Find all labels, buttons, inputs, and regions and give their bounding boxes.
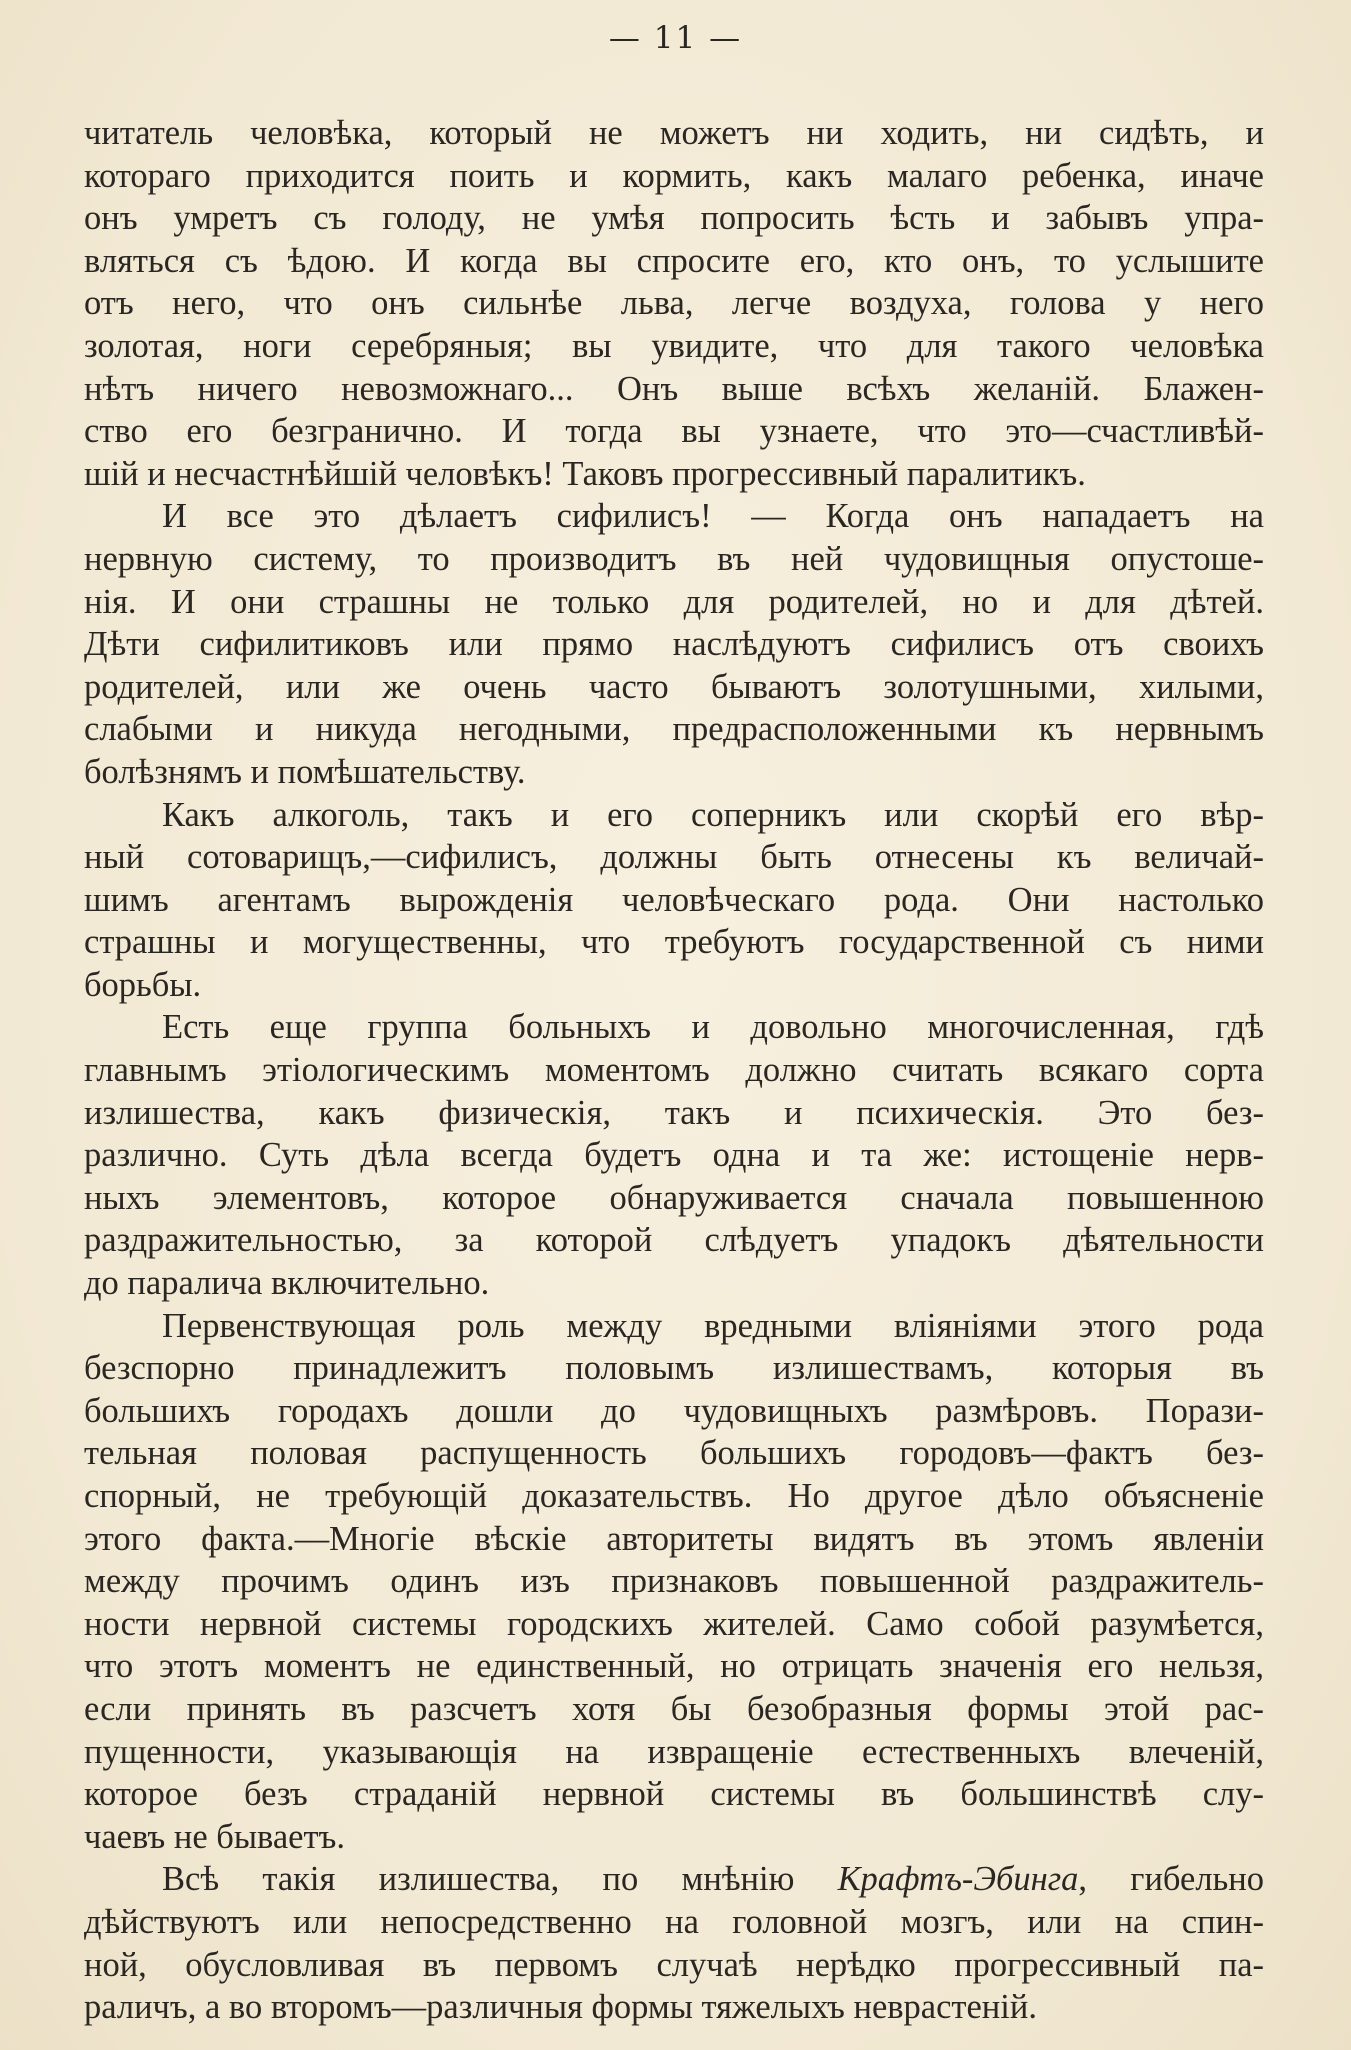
text-line: если принять въ разсчетъ хотя бы безобразныя формы этой рас- xyxy=(84,1689,1264,1728)
text-line: слабыми и никуда негодными, предрасположенными къ нервнымъ xyxy=(84,710,1264,749)
text-line: нервную систему, то производитъ въ ней чудовищныя опустоше- xyxy=(84,539,1264,578)
text-line: этого факта.—Многіе вѣскіе авторитеты видятъ въ этомъ явленіи xyxy=(84,1519,1264,1558)
paragraph xyxy=(84,1858,1264,2028)
text-line: золотая, ноги серебряныя; вы увидите, что для такого человѣка xyxy=(84,326,1264,365)
text-line: болѣзнямъ и помѣшательству. xyxy=(84,752,526,791)
body-text xyxy=(84,112,1264,2029)
text-line: ности нервной системы городскихъ жителей. Само собой разумѣется, xyxy=(84,1604,1264,1643)
text-line: ной, обусловливая въ первомъ случаѣ нерѣдко прогрессивный па- xyxy=(84,1945,1264,1984)
text-line: шій и несчастнѣйшій человѣкъ! Таковъ прогрессивный паралитикъ. xyxy=(84,454,1086,493)
text-line: различно. Суть дѣла всегда будетъ одна и та же: истощеніе нерв- xyxy=(84,1136,1264,1175)
paragraph xyxy=(84,1305,1264,1859)
text-line: что этотъ моментъ не единственный, но отрицать значенія его нельзя, xyxy=(84,1647,1264,1686)
text-line: ный сотоварищъ,—сифилисъ, должны быть отнесены къ величай- xyxy=(84,838,1264,877)
paragraph xyxy=(84,112,1264,495)
paragraph xyxy=(84,794,1264,1007)
text-run: Всѣ такія излишества, по мнѣнію xyxy=(162,1860,838,1899)
text-line: главнымъ этіологическимъ моментомъ должно считать всякаго сорта xyxy=(84,1051,1264,1090)
text-line: спорный, не требующій доказательствъ. Но другое дѣло объясненіе xyxy=(84,1477,1264,1515)
text-line: дѣйствуютъ или непосредственно на головной мозгъ, или на спин- xyxy=(84,1902,1264,1941)
text-line: большихъ городахъ дошли до чудовищныхъ размѣровъ. Порази- xyxy=(84,1391,1264,1430)
text-line: котораго приходится поить и кормить, какъ малаго ребенка, иначе xyxy=(84,156,1264,195)
text-line: излишества, какъ физическія, такъ и психическія. Это без- xyxy=(84,1093,1264,1132)
text-line xyxy=(84,1858,1264,1901)
text-line: вляться съ ѣдою. И когда вы спросите его, кто онъ, то услышите xyxy=(84,241,1264,280)
paragraph xyxy=(84,495,1264,793)
text-line: Дѣти сифилитиковъ или прямо наслѣдуютъ сифилисъ отъ своихъ xyxy=(84,625,1264,664)
text-line: ныхъ элементовъ, которое обнаруживается сначала повышенною xyxy=(84,1178,1264,1217)
text-line: отъ него, что онъ сильнѣе льва, легче воздуха, голова у него xyxy=(84,284,1264,323)
text-line: борьбы. xyxy=(84,965,202,1004)
text-line: чаевъ не бываетъ. xyxy=(84,1817,346,1856)
text-line: безспорно принадлежитъ половымъ излишествамъ, которыя въ xyxy=(84,1349,1264,1388)
text-run: , гибельно xyxy=(1078,1860,1264,1899)
text-line: страшны и могущественны, что требуютъ государственной съ ними xyxy=(84,923,1264,962)
text-line: раличъ, а во второмъ—различныя формы тяжелыхъ неврастеній. xyxy=(84,1988,1037,2027)
text-line: родителей, или же очень часто бываютъ золотушными, хилыми, xyxy=(84,667,1264,706)
text-line: И все это дѣлаетъ сифилисъ! — Когда онъ нападаетъ на xyxy=(162,497,1264,536)
text-line: пущенности, указывающія на извращеніе естественныхъ влеченій, xyxy=(84,1732,1264,1771)
text-line: Какъ алкоголь, такъ и его соперникъ или скорѣй его вѣр- xyxy=(162,795,1264,834)
text-line: которое безъ страданій нервной системы въ большинствѣ слу- xyxy=(84,1775,1264,1814)
text-line: Первенствующая роль между вредными вліяніями этого рода xyxy=(162,1306,1264,1345)
paragraph xyxy=(84,1006,1264,1304)
text-line: онъ умретъ съ голоду, не умѣя попросить ѣсть и забывъ упра- xyxy=(84,199,1264,238)
text-line: тельная половая распущенность большихъ городовъ—фактъ без- xyxy=(84,1434,1264,1473)
text-line: Есть еще группа больныхъ и довольно многочисленная, гдѣ xyxy=(162,1008,1264,1047)
text-line: между прочимъ одинъ изъ признаковъ повышенной раздражитель- xyxy=(84,1562,1264,1601)
text-line: читатель человѣка, который не можетъ ни ходить, ни сидѣть, и xyxy=(84,114,1264,152)
text-line: нія. И они страшны не только для родителей, но и для дѣтей. xyxy=(84,582,1264,621)
text-line: до паралича включительно. xyxy=(84,1264,490,1303)
text-line: шимъ агентамъ вырожденія человѣческаго рода. Они настолько xyxy=(84,880,1264,919)
text-line: нѣтъ ничего невозможнаго... Онъ выше всѣхъ желаній. Блажен- xyxy=(84,369,1264,408)
page-number: — 11 — xyxy=(608,20,743,56)
text-line: ство его безгранично. И тогда вы узнаете, что это—счастливѣй- xyxy=(84,412,1264,451)
author-name: Крафтъ-Эбинга xyxy=(837,1860,1079,1899)
text-line: раздражительностью, за которой слѣдуетъ упадокъ дѣятельности xyxy=(84,1221,1264,1260)
